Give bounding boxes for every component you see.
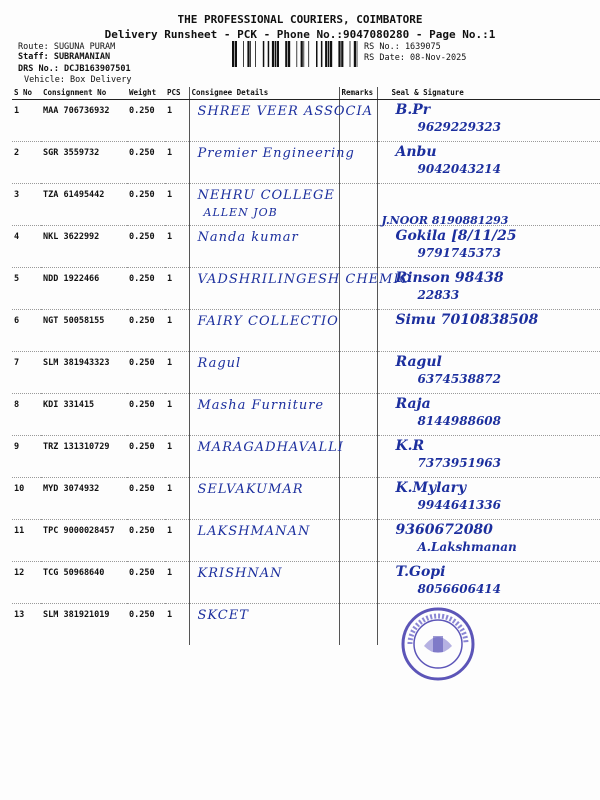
company-title: THE PROFESSIONAL COURIERS, COIMBATORE — [177, 13, 423, 26]
remarks-cell — [339, 435, 377, 477]
remarks-cell — [339, 393, 377, 435]
weight-cell: 0.250 — [127, 351, 165, 393]
consignee-cell — [189, 435, 344, 477]
pcs-cell: 1 — [165, 225, 189, 267]
table-row — [12, 99, 600, 141]
signature-phone: 7373951963 — [417, 455, 501, 470]
pcs-cell: 1 — [165, 477, 189, 519]
route-label: Route: SUGUNA PURAM — [18, 42, 116, 52]
weight-cell: 0.250 — [127, 561, 165, 603]
signature-cell — [377, 477, 600, 519]
sno-cell: 9 — [12, 435, 41, 477]
sno-cell: 5 — [12, 267, 41, 309]
consignee-cell — [189, 225, 339, 267]
col-pcs: PCS — [165, 87, 189, 99]
signature-text: B.Pr — [395, 101, 431, 118]
weight-cell: 0.250 — [127, 393, 165, 435]
signature-cell — [377, 309, 600, 351]
remarks-cell — [339, 309, 377, 351]
signature-phone: 9944641336 — [417, 497, 501, 512]
weight-cell: 0.250 — [127, 225, 165, 267]
col-remarks: Remarks — [339, 87, 377, 99]
weight-cell: 0.250 — [127, 267, 165, 309]
rs-number: RS No.: 1639075 — [364, 42, 441, 52]
staff-label: Staff: SUBRAMANIAN — [18, 52, 111, 62]
signature-text: Ragul — [395, 353, 442, 370]
signature-text: Rinson 98438 — [395, 269, 504, 286]
consignment-cell: NKL 3622992 — [41, 225, 127, 267]
pcs-cell: 1 — [165, 267, 189, 309]
signature-cell — [377, 519, 600, 561]
consignment-cell: NDD 1922466 — [41, 267, 127, 309]
signature-cell — [377, 435, 600, 477]
barcode-icon — [232, 41, 360, 67]
col-consignee: Consignee Details — [189, 87, 339, 99]
consignment-cell: TPC 9000028457 — [41, 519, 127, 561]
signature-note: J.NOOR 8190881293 — [381, 213, 509, 227]
signature-text: Raja — [395, 395, 431, 412]
consignee-name: Premier Engineering — [197, 145, 355, 161]
consignee-name: Ragul — [197, 355, 242, 371]
sno-cell: 2 — [12, 141, 41, 183]
remarks-cell — [339, 141, 377, 183]
weight-cell: 0.250 — [129, 609, 155, 620]
consignee-name: NEHRU COLLEGE — [197, 187, 335, 203]
sno-cell: 10 — [12, 477, 41, 519]
table-row — [12, 519, 600, 561]
table-row — [12, 603, 600, 645]
signature-phone: 8144988608 — [417, 413, 501, 428]
sno-cell: 13 — [14, 609, 25, 620]
table-row — [12, 435, 600, 477]
pcs-cell: 1 — [165, 309, 189, 351]
sno-cell: 8 — [12, 393, 41, 435]
signature-phone: 8056606414 — [417, 581, 501, 596]
consignment-cell: NGT 50058155 — [41, 309, 127, 351]
consignee-cell — [189, 561, 339, 603]
remarks-cell — [339, 225, 377, 267]
col-weight: Weight — [127, 87, 165, 99]
drs-label: DRS No.: DCJB163907501 — [18, 64, 131, 74]
pcs-cell: 1 — [165, 141, 189, 183]
consignment-cell: TZA 61495442 — [41, 183, 127, 225]
signature-cell — [377, 561, 600, 603]
weight-cell: 0.250 — [127, 99, 165, 141]
signature-text: 9360672080 — [395, 521, 493, 538]
consignee-cell — [189, 393, 339, 435]
pcs-cell: 1 — [165, 561, 189, 603]
table-row — [12, 477, 600, 519]
consignment-cell: SGR 3559732 — [41, 141, 127, 183]
signature-phone: 6374538872 — [417, 371, 501, 386]
college-seal-icon — [400, 606, 476, 682]
signature-phone: 22833 — [417, 287, 460, 302]
signature-phone: A.Lakshmanan — [417, 539, 517, 554]
consignee-cell — [189, 99, 374, 141]
consignee-name: MARAGADHAVALLI — [197, 439, 344, 455]
pcs-cell: 1 — [165, 351, 189, 393]
signature-text: Simu 7010838508 — [395, 311, 539, 328]
signature-cell — [377, 393, 600, 435]
remarks-cell — [339, 99, 377, 141]
pcs-cell: 1 — [165, 519, 189, 561]
table-row — [12, 561, 600, 603]
consignment-cell: TCG 50968640 — [41, 561, 127, 603]
signature-text: Gokila [8/11/25 — [395, 227, 517, 244]
consignee-name: FAIRY COLLECTIO — [197, 313, 339, 329]
signature-cell — [377, 225, 600, 267]
col-sno: S No — [12, 87, 41, 99]
col-consignment: Consignment No — [41, 87, 127, 99]
rs-date: RS Date: 08-Nov-2025 — [364, 53, 467, 63]
sno-cell: 11 — [12, 519, 41, 561]
remarks-cell — [339, 351, 377, 393]
remarks-cell — [339, 519, 377, 561]
consignee-name: SKCET — [197, 607, 249, 623]
weight-cell: 0.250 — [127, 141, 165, 183]
signature-cell — [377, 99, 600, 141]
remarks-cell — [339, 477, 377, 519]
runsheet-table — [12, 87, 600, 645]
consignee-cell — [189, 351, 339, 393]
pcs-cell: 1 — [167, 609, 173, 620]
consignee-name: LAKSHMANAN — [197, 523, 311, 539]
sno-cell: 1 — [12, 99, 41, 141]
weight-cell: 0.250 — [127, 309, 165, 351]
consignee-name: Masha Furniture — [197, 397, 325, 413]
table-row — [12, 141, 600, 183]
pcs-cell: 1 — [165, 435, 189, 477]
runsheet-subtitle: Delivery Runsheet - PCK - Phone No.:9047080280 - Page No.:1 — [104, 28, 496, 41]
table-row — [12, 351, 600, 393]
consignee-cell — [189, 141, 355, 183]
pcs-cell: 1 — [165, 183, 189, 225]
consignee-name: SELVAKUMAR — [197, 481, 304, 497]
consignee-name: SHREE VEER ASSOCIA — [197, 103, 374, 119]
table-header — [12, 87, 600, 99]
signature-cell — [377, 267, 600, 309]
consignment-cell: TRZ 131310729 — [41, 435, 127, 477]
consignee-cell — [189, 309, 339, 351]
consignee-cell — [189, 603, 339, 645]
remarks-cell — [339, 183, 377, 225]
remarks-cell — [339, 603, 377, 645]
remarks-cell — [339, 267, 377, 309]
sno-cell: 4 — [12, 225, 41, 267]
consignee-cell — [189, 519, 339, 561]
signature-cell — [377, 141, 600, 183]
signature-phone: 9791745373 — [417, 245, 501, 260]
consignment-cell: MYD 3074932 — [41, 477, 127, 519]
consignee-name: VADSHRILINGESH CHEMIC — [197, 271, 411, 287]
consignment-cell: MAA 706736932 — [41, 99, 127, 141]
signature-phone: 9629229323 — [417, 119, 501, 134]
consignee-cell — [189, 183, 339, 225]
consignment-cell: SLM 381921019 — [43, 609, 110, 620]
signature-text: K.Mylary — [395, 479, 467, 496]
consignee-cell — [189, 267, 411, 309]
weight-cell: 0.250 — [127, 435, 165, 477]
weight-cell: 0.250 — [127, 519, 165, 561]
table-row — [12, 393, 600, 435]
sno-cell: 6 — [12, 309, 41, 351]
signature-cell — [377, 183, 600, 225]
sno-cell: 12 — [12, 561, 41, 603]
sno-cell: 7 — [12, 351, 41, 393]
table-row — [12, 183, 600, 225]
consignee-name-line2: ALLEN JOB — [203, 205, 278, 219]
table-row — [12, 267, 600, 309]
table-row — [12, 309, 600, 351]
pcs-cell: 1 — [165, 99, 189, 141]
signature-phone: 9042043214 — [417, 161, 501, 176]
signature-cell — [377, 351, 600, 393]
sno-cell: 3 — [12, 183, 41, 225]
consignee-cell — [189, 477, 339, 519]
consignee-name: KRISHNAN — [197, 565, 283, 581]
table-row — [12, 225, 600, 267]
consignment-cell: KDI 331415 — [41, 393, 127, 435]
vehicle-label: Vehicle: Box Delivery — [24, 75, 132, 85]
signature-text: Anbu — [395, 143, 437, 160]
consignee-name: Nanda kumar — [197, 229, 299, 245]
col-signature: Seal & Signature — [377, 87, 600, 99]
weight-cell: 0.250 — [127, 477, 165, 519]
pcs-cell: 1 — [165, 393, 189, 435]
remarks-cell — [339, 561, 377, 603]
weight-cell: 0.250 — [127, 183, 165, 225]
signature-text: T.Gopi — [395, 563, 446, 580]
signature-text: K.R — [395, 437, 425, 454]
consignment-cell: SLM 381943323 — [41, 351, 127, 393]
